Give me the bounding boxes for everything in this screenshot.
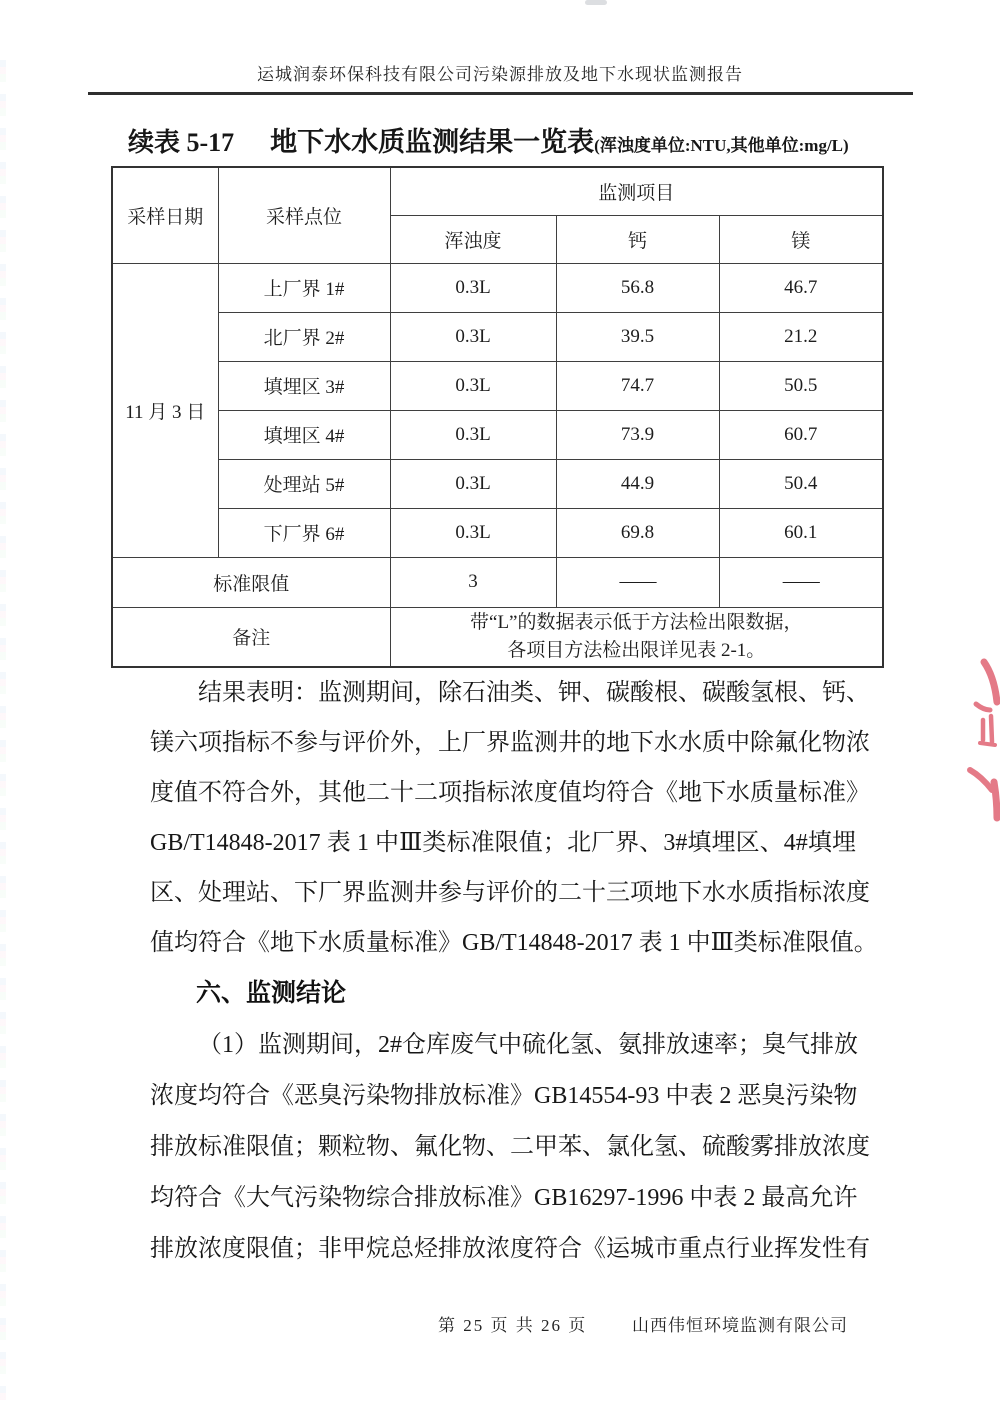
calcium-cell: 56.8 [556,263,719,312]
magnesium-cell: 60.1 [719,508,883,557]
table-title-text: 地下水水质监测结果一览表 [270,127,595,157]
point-cell: 上厂界 1# [218,263,390,312]
scan-edge-artifact [0,60,6,1400]
magnesium-cell: 46.7 [719,263,883,312]
table-row [112,459,883,508]
paragraph-line: GB/T14848-2017 表 1 中Ⅲ类标准限值；北厂界、3#填埋区、4#填埋 [150,830,856,856]
point-cell: 填埋区 4# [218,410,390,459]
paragraph-line: 均符合《大气污染物综合排放标准》GB16297-1996 中表 2 最高允许 [150,1185,858,1211]
calcium-cell: 39.5 [556,312,719,361]
paragraph-line: 度值不符合外，其他二十二项指标浓度值均符合《地下水质量标准》 [150,780,870,806]
turbidity-cell: 0.3L [390,361,556,410]
point-cell: 北厂界 2# [218,312,390,361]
turbidity-cell: 0.3L [390,508,556,557]
table-title-label: 续表 5-17 [128,128,235,157]
turbidity-cell: 0.3L [390,263,556,312]
table-row [112,361,883,410]
point-cell: 处理站 5# [218,459,390,508]
header-turbidity: 浑浊度 [390,215,556,263]
magnesium-cell: 50.5 [719,361,883,410]
header-magnesium: 镁 [719,215,883,263]
header-sample-date: 采样日期 [112,167,218,263]
table-row [112,508,883,557]
point-cell: 填埋区 3# [218,361,390,410]
scan-smudge-artifact [585,0,607,5]
header-divider [88,92,913,95]
note-label-cell: 备注 [112,607,390,667]
paragraph-line: （1）监测期间，2#仓库废气中硫化氢、氨排放速率；臭气排放 [198,1032,858,1058]
note-row [112,607,883,667]
limit-calcium-cell: —— [556,557,719,607]
header-monitoring-items: 监测项目 [390,167,883,215]
table-row [112,410,883,459]
monitoring-results-table [111,166,884,668]
section-heading: 六、监测结论 [196,980,347,1007]
paragraph-line: 镁六项指标不参与评价外，上厂界监测井的地下水水质中除氟化物浓 [150,730,870,756]
magnesium-cell: 21.2 [719,312,883,361]
paragraph-line: 排放标准限值；颗粒物、氟化物、二甲苯、氯化氢、硫酸雾排放浓度 [150,1134,870,1160]
table-row [112,312,883,361]
results-paragraph [150,668,878,968]
note-line-1: 带“L”的数据表示低于方法检出限数据， [470,611,803,633]
header-calcium: 钙 [556,215,719,263]
magnesium-cell: 60.7 [719,410,883,459]
body-text [150,668,878,1275]
table-row [112,263,883,312]
turbidity-cell: 0.3L [390,459,556,508]
paragraph-line: 排放浓度限值；非甲烷总烃排放浓度符合《运城市重点行业挥发性有 [150,1236,870,1262]
conclusion-paragraph [150,1020,870,1275]
calcium-cell: 73.9 [556,410,719,459]
document-header-title: 运城润泰环保科技有限公司污染源排放及地下水现状监测报告 [257,65,743,84]
paragraph-line: 值均符合《地下水质量标准》GB/T14848-2017 表 1 中Ⅲ类标准限值。 [150,930,878,956]
table-title [128,120,849,159]
calcium-cell: 74.7 [556,361,719,410]
limit-magnesium-cell: —— [719,557,883,607]
turbidity-cell: 0.3L [390,410,556,459]
paragraph-line: 结果表明：监测期间，除石油类、钾、碳酸根、碳酸氢根、钙、 [198,680,870,706]
limit-turbidity-cell: 3 [390,557,556,607]
note-text-cell [390,607,883,667]
red-stamp-fragment-icon [958,652,1000,862]
point-cell: 下厂界 6# [218,508,390,557]
table-title-units: (浑浊度单位:NTU,其他单位:mg/L) [594,136,849,155]
footer-company: 山西伟恒环境监测有限公司 [632,1316,848,1335]
magnesium-cell: 50.4 [719,459,883,508]
calcium-cell: 44.9 [556,459,719,508]
header-sample-point: 采样点位 [218,167,390,263]
limit-row [112,557,883,607]
paragraph-line: 区、处理站、下厂界监测井参与评价的二十三项地下水水质指标浓度 [150,880,870,906]
note-line-2: 各项目方法检出限详见表 2-1。 [507,639,766,661]
calcium-cell: 69.8 [556,508,719,557]
paragraph-line: 浓度均符合《恶臭污染物排放标准》GB14554-93 中表 2 恶臭污染物 [150,1083,858,1109]
date-cell: 11 月 3 日 [112,263,218,557]
limit-label-cell: 标准限值 [112,557,390,607]
turbidity-cell: 0.3L [390,312,556,361]
page-number: 第 25 页 共 26 页 [438,1316,588,1335]
